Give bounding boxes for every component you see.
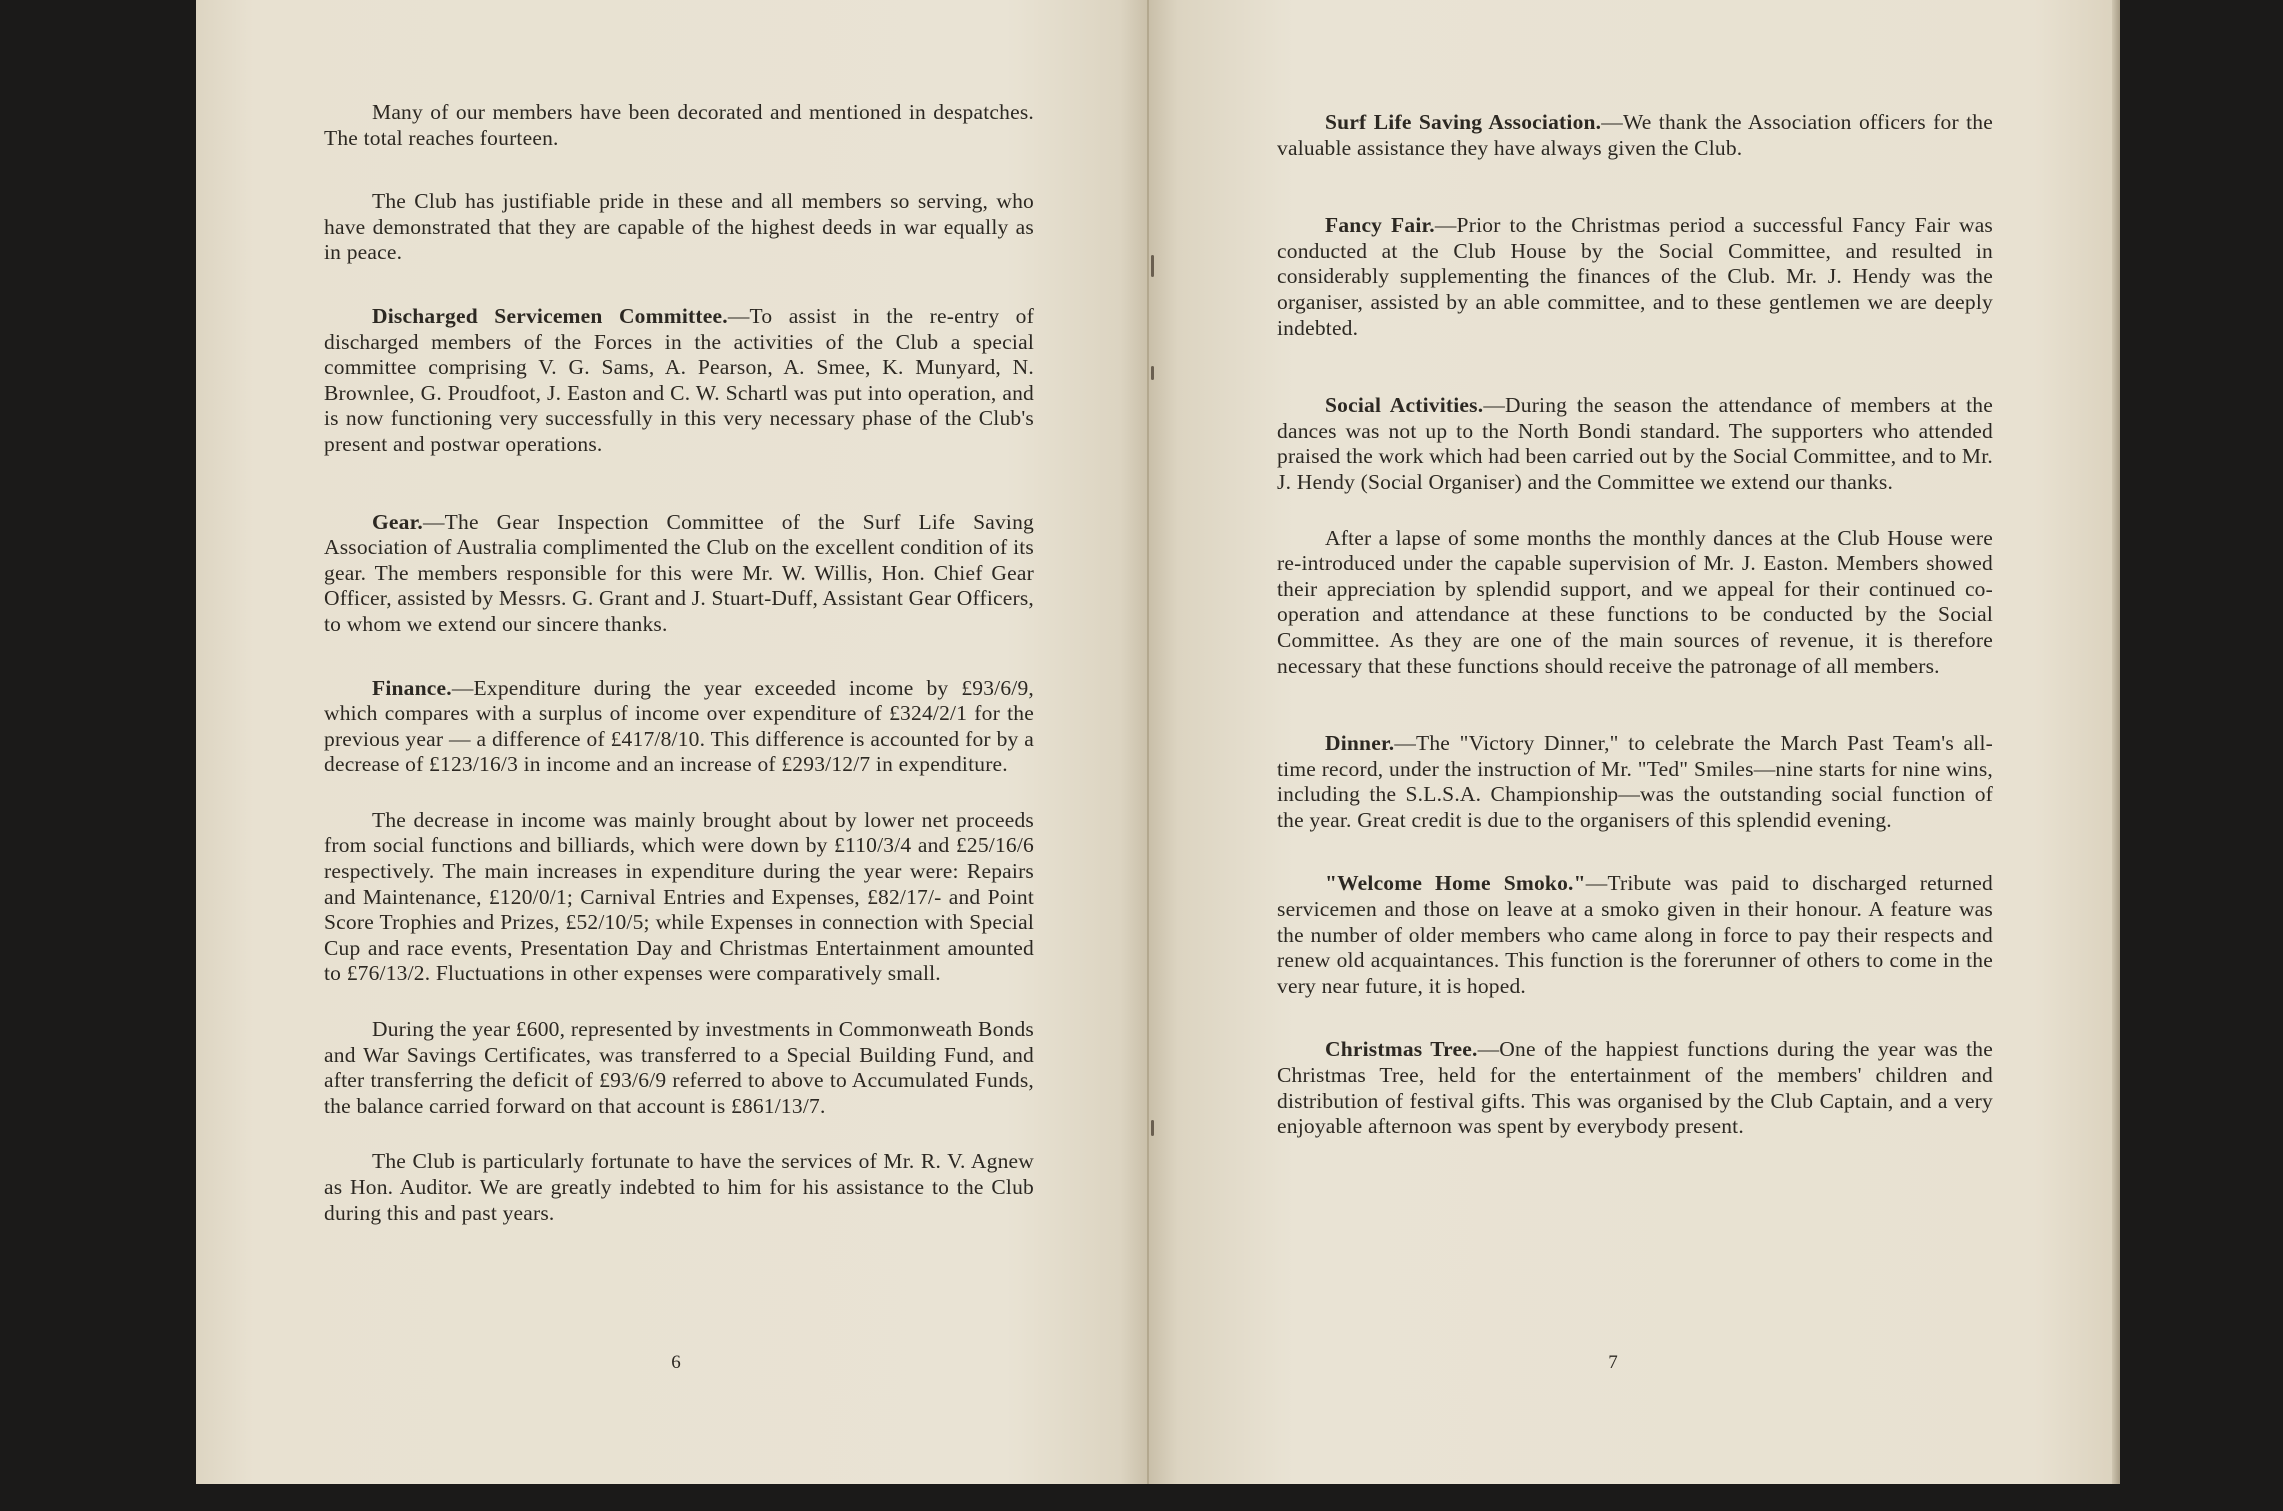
paragraph-text: —Prior to the Christmas period a successful Fancy Fair was conducted at the Club House by the Social Committee, and resulted in considerably supplementing the finances of the Club. Mr. J. Hendy was the organiser, assisted by an able committee, and to these gentlemen we are deeply indebted. [1277, 213, 1994, 340]
paragraph-heading: Finance. [372, 675, 452, 700]
left-paragraph-7 [324, 1017, 1034, 1119]
left-paragraph-2 [324, 189, 1034, 266]
right-paragraph-6 [1277, 871, 1993, 999]
paragraph-text: The Club is particularly fortunate to have the services of Mr. R. V. Agnew as Hon. Auditor. We are greatly indebted to him for his assistance to the Club during this and past years. [324, 1149, 1034, 1225]
left-page [196, 0, 1149, 1484]
right-paragraph-1 [1277, 110, 1993, 161]
right-paragraph-3 [1277, 393, 1993, 495]
staple-mark [1151, 366, 1154, 380]
paragraph-text: —The "Victory Dinner," to celebrate the March Past Team's all-time record, under the instruction of Mr. "Ted" Smiles—nine starts for nine wins, including the S.L.S.A. Championship—was the outstanding social function of the year. Great credit is due to the organisers of this splendid evening. [1277, 731, 1993, 832]
page-number: 7 [1608, 1352, 1618, 1373]
paragraph-heading: Gear. [372, 509, 423, 534]
right-paragraph-5 [1277, 731, 1993, 833]
right-page-text [1277, 110, 1993, 1140]
paragraph-text: The Club has justifiable pride in these and all members so serving, who have demonstrated that they are capable of the highest deeds in war equally as in peace. [324, 189, 1034, 265]
paragraph-heading: Discharged Servicemen Committee. [372, 303, 728, 328]
paragraph-text: —During the season the attendance of members at the dances was not up to the North Bondi standard. The supporters who attended praised the work which had been carried out by the Social Committee, and to Mr. J. Hendy (Social Organiser) and the Committee we extend our thanks. [1277, 393, 1993, 494]
paragraph-heading: Fancy Fair. [1325, 213, 1435, 238]
paragraph-text: The decrease in income was mainly brought about by lower net proceeds from social functions and billiards, which were down by £110/3/4 and £25/16/6 respectively. The main increases in expenditure during the year were: Repairs and Maintenance, £120/0/1; Carnival Entries and Expenses, £82/17/- and Point Score Trophies and Prizes, £52/10/5; while Expenses in connection with Special Cup and race events, Presentation Day and Christmas Entertainment amounted to £76/13/2. Fluctuations in other expenses were comparatively small. [324, 807, 1034, 986]
right-page [1149, 0, 2112, 1484]
right-paragraph-2 [1277, 213, 1993, 341]
paragraph-text: —To assist in the re-entry of discharged members of the Forces in the activities of the Club a special committee comprising V. G. Sams, A. Pearson, A. Smee, K. Munyard, N. Brownlee, G. Proudfoot, J. Easton and C. W. Schartl was put into operation, and is now functioning very successfully in this very necessary phase of the Club's present and postwar operations. [324, 303, 1034, 456]
paragraph-text: —The Gear Inspection Committee of the Surf Life Saving Association of Australia complimented the Club on the excellent condition of its gear. The members responsible for this were Mr. W. Willis, Hon. Chief Gear Officer, assisted by Messrs. G. Grant and J. Stuart-Duff, Assistant Gear Officers, to whom we extend our sincere thanks. [324, 509, 1034, 636]
paragraph-heading: Dinner. [1325, 731, 1395, 756]
paragraph-heading: Social Activities. [1325, 393, 1484, 418]
left-paragraph-3 [324, 304, 1034, 458]
paragraph-text: Many of our members have been decorated and mentioned in despatches. The total reaches fourteen. [324, 100, 1034, 150]
left-paragraph-6 [324, 808, 1034, 987]
paragraph-heading: Christmas Tree. [1325, 1037, 1478, 1062]
paragraph-text: —One of the happiest functions during the year was the Christmas Tree, held for the entertainment of the members' children and distribution of festival gifts. This was organised by the Club Captain, and a very enjoyable afternoon was spent by everybody present. [1277, 1037, 1994, 1139]
paragraph-text: After a lapse of some months the monthly dances at the Club House were re-introduced under the capable supervision of Mr. J. Easton. Members showed their appreciation by splendid support, and we appeal for their continued co-operation and attendance at these functions to be conducted by the Social Committee. As they are one of the main sources of revenue, it is therefore necessary that these functions should receive the patronage of all members. [1277, 525, 1993, 678]
left-paragraph-8 [324, 1149, 1034, 1226]
left-paragraph-4 [324, 510, 1034, 638]
paragraph-text: During the year £600, represented by investments in Commonweath Bonds and War Savings Certificates, was transferred to a Special Building Fund, and after transferring the deficit of £93/6/9 referred to above to Accumulated Funds, the balance carried forward on that account is £861/13/7. [324, 1017, 1034, 1118]
page-number: 6 [671, 1352, 681, 1373]
staple-mark [1151, 255, 1154, 277]
right-paragraph-4 [1277, 526, 1993, 680]
right-paragraph-7 [1277, 1037, 1993, 1139]
paragraph-heading: "Welcome Home Smoko." [1325, 871, 1586, 896]
left-page-text [324, 100, 1034, 1226]
book-edge [2112, 0, 2120, 1484]
paragraph-text: —Tribute was paid to discharged returned servicemen and those on leave at a smoko given in their honour. A feature was the number of older members who came along in force to pay their respects and renew old acquaintances. This function is the forerunner of others to come in the very near future, it is hoped. [1277, 871, 1993, 998]
paragraph-heading: Surf Life Saving Association. [1325, 110, 1602, 134]
left-paragraph-5 [324, 676, 1034, 778]
staple-mark [1151, 1120, 1154, 1136]
paragraph-text: —We thank the Association officers for the valuable assistance they have always given the Club. [1277, 110, 1993, 160]
left-paragraph-1 [324, 100, 1034, 151]
paragraph-text: —Expenditure during the year exceeded income by £93/6/9, which compares with a surplus of income over expenditure of £324/2/1 for the previous year — a difference of £417/8/10. This difference is accounted for by a decrease of £123/16/3 in income and an increase of £293/12/7 in expenditure. [324, 675, 1034, 777]
